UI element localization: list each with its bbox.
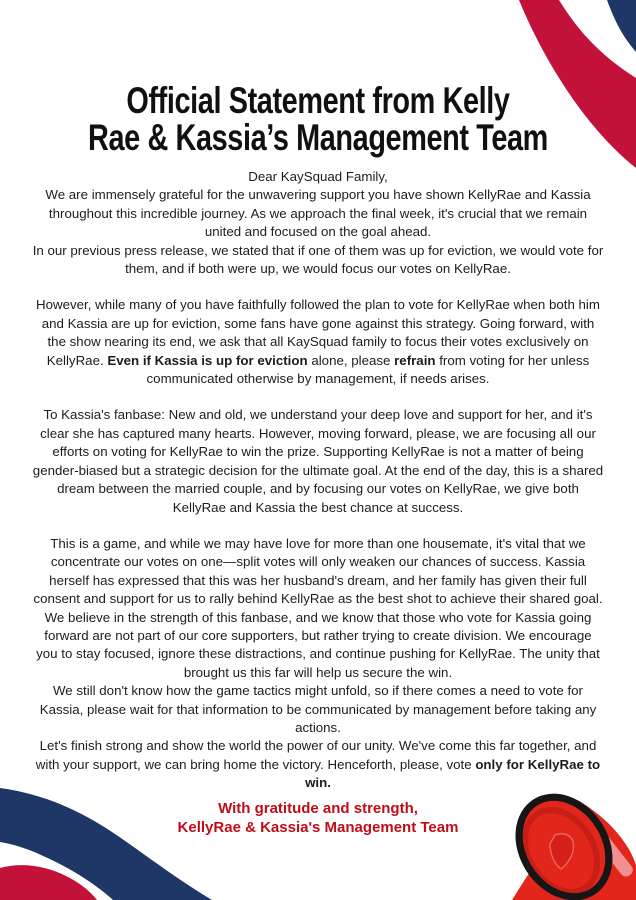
statement-text: from voting for her unless communicated otherwise by management, if needs arises.	[146, 352, 590, 387]
ribbon-navy-corner	[607, 0, 636, 52]
statement-paragraph	[32, 609, 604, 683]
statement-text: Let's finish strong and show the world the power of our unity. We've come this far together, and with your support, we can bring home the victory. Henceforth, please, vote	[35, 738, 597, 772]
statement-text: However, while many of you have faithfully followed the plan to vote for KellyRae when both him and Kassia are up for eviction, some fans have gone against this strategy. Going forward, with the show nearing its end, we ask that all KaySquad family to focus their votes exclusively on KellyRae.	[36, 297, 600, 368]
statement-text: In our previous press release, we stated that if one of them was up for eviction, we would vote for them, and if both were up, we would focus our votes on KellyRae.	[32, 242, 604, 277]
statement-text: alone, please	[307, 352, 395, 368]
statement-text: This is a game, and while we may have love for more than one housemate, it's vital that we concentrate our votes on one—split votes will only weaken our chances of success. Kassia herself has expressed that this was her husband's dream, and her family has given their full consent and support for us to rally behind KellyRae as the best shot to achieve their shared goal.	[33, 535, 603, 607]
statement-text: We believe in the strength of this fanbase, and we know that those who vote for Kassia going forward are not part of our core supporters, but rather trying to create division. We encourage you to stay focused, ignore these distractions, and continue pushing for KellyRae. The unity that brought us this far will help us secure the win.	[36, 609, 600, 680]
statement-paragraph	[32, 535, 604, 609]
statement-text-bold: only for KellyRae to win.	[305, 756, 601, 791]
page-title-line-1: Official Statement from Kelly	[126, 80, 510, 121]
signature-line-2: KellyRae & Kassia's Management Team	[177, 819, 459, 836]
statement-text-bold: Even if Kassia is up for eviction	[107, 352, 308, 368]
statement-paragraph	[32, 186, 604, 241]
statement-paragraph	[32, 406, 604, 516]
statement-text: We are immensely grateful for the unwavering support you have shown KellyRae and Kassia throughout this incredible journey. As we approach the final week, it's crucial that we remain united and focused on the goal ahead.	[45, 187, 591, 240]
statement-paragraph	[32, 737, 604, 792]
bottom-left-ribbon-icon	[0, 780, 340, 900]
statement-body	[32, 168, 604, 793]
statement-paragraph	[32, 296, 604, 388]
statement-paragraph	[32, 682, 604, 737]
page-title-line-2: Rae & Kassia’s Management Team	[88, 117, 548, 158]
statement-paragraph	[32, 242, 604, 279]
statement-text: To Kassia's fanbase: New and old, we understand your deep love and support for her, and it's clear she has captured many hearts. However, moving forward, please, we are focusing all our efforts on voting for KellyRae to win the prize. Supporting KellyRae is not a matter of being gender-biased but a strategic decision for the ultimate goal. At the end of the day, this is a shared dream between the married couple, and by focusing our votes on KellyRae, we give both KellyRae and Kassia the best chance at success.	[32, 407, 604, 515]
statement-text-bold: refrain	[394, 352, 436, 368]
signature-block	[0, 799, 636, 837]
statement-text: We still don't know how the game tactics might unfold, so if there comes a need to vote for Kassia, please wait for that information to be communicated by management before taking any actions.	[39, 683, 597, 735]
statement-text: Dear KaySquad Family,	[248, 169, 388, 184]
page-title	[0, 82, 636, 156]
signature-line-1: With gratitude and strength,	[218, 800, 418, 817]
statement-paragraph	[32, 168, 604, 186]
